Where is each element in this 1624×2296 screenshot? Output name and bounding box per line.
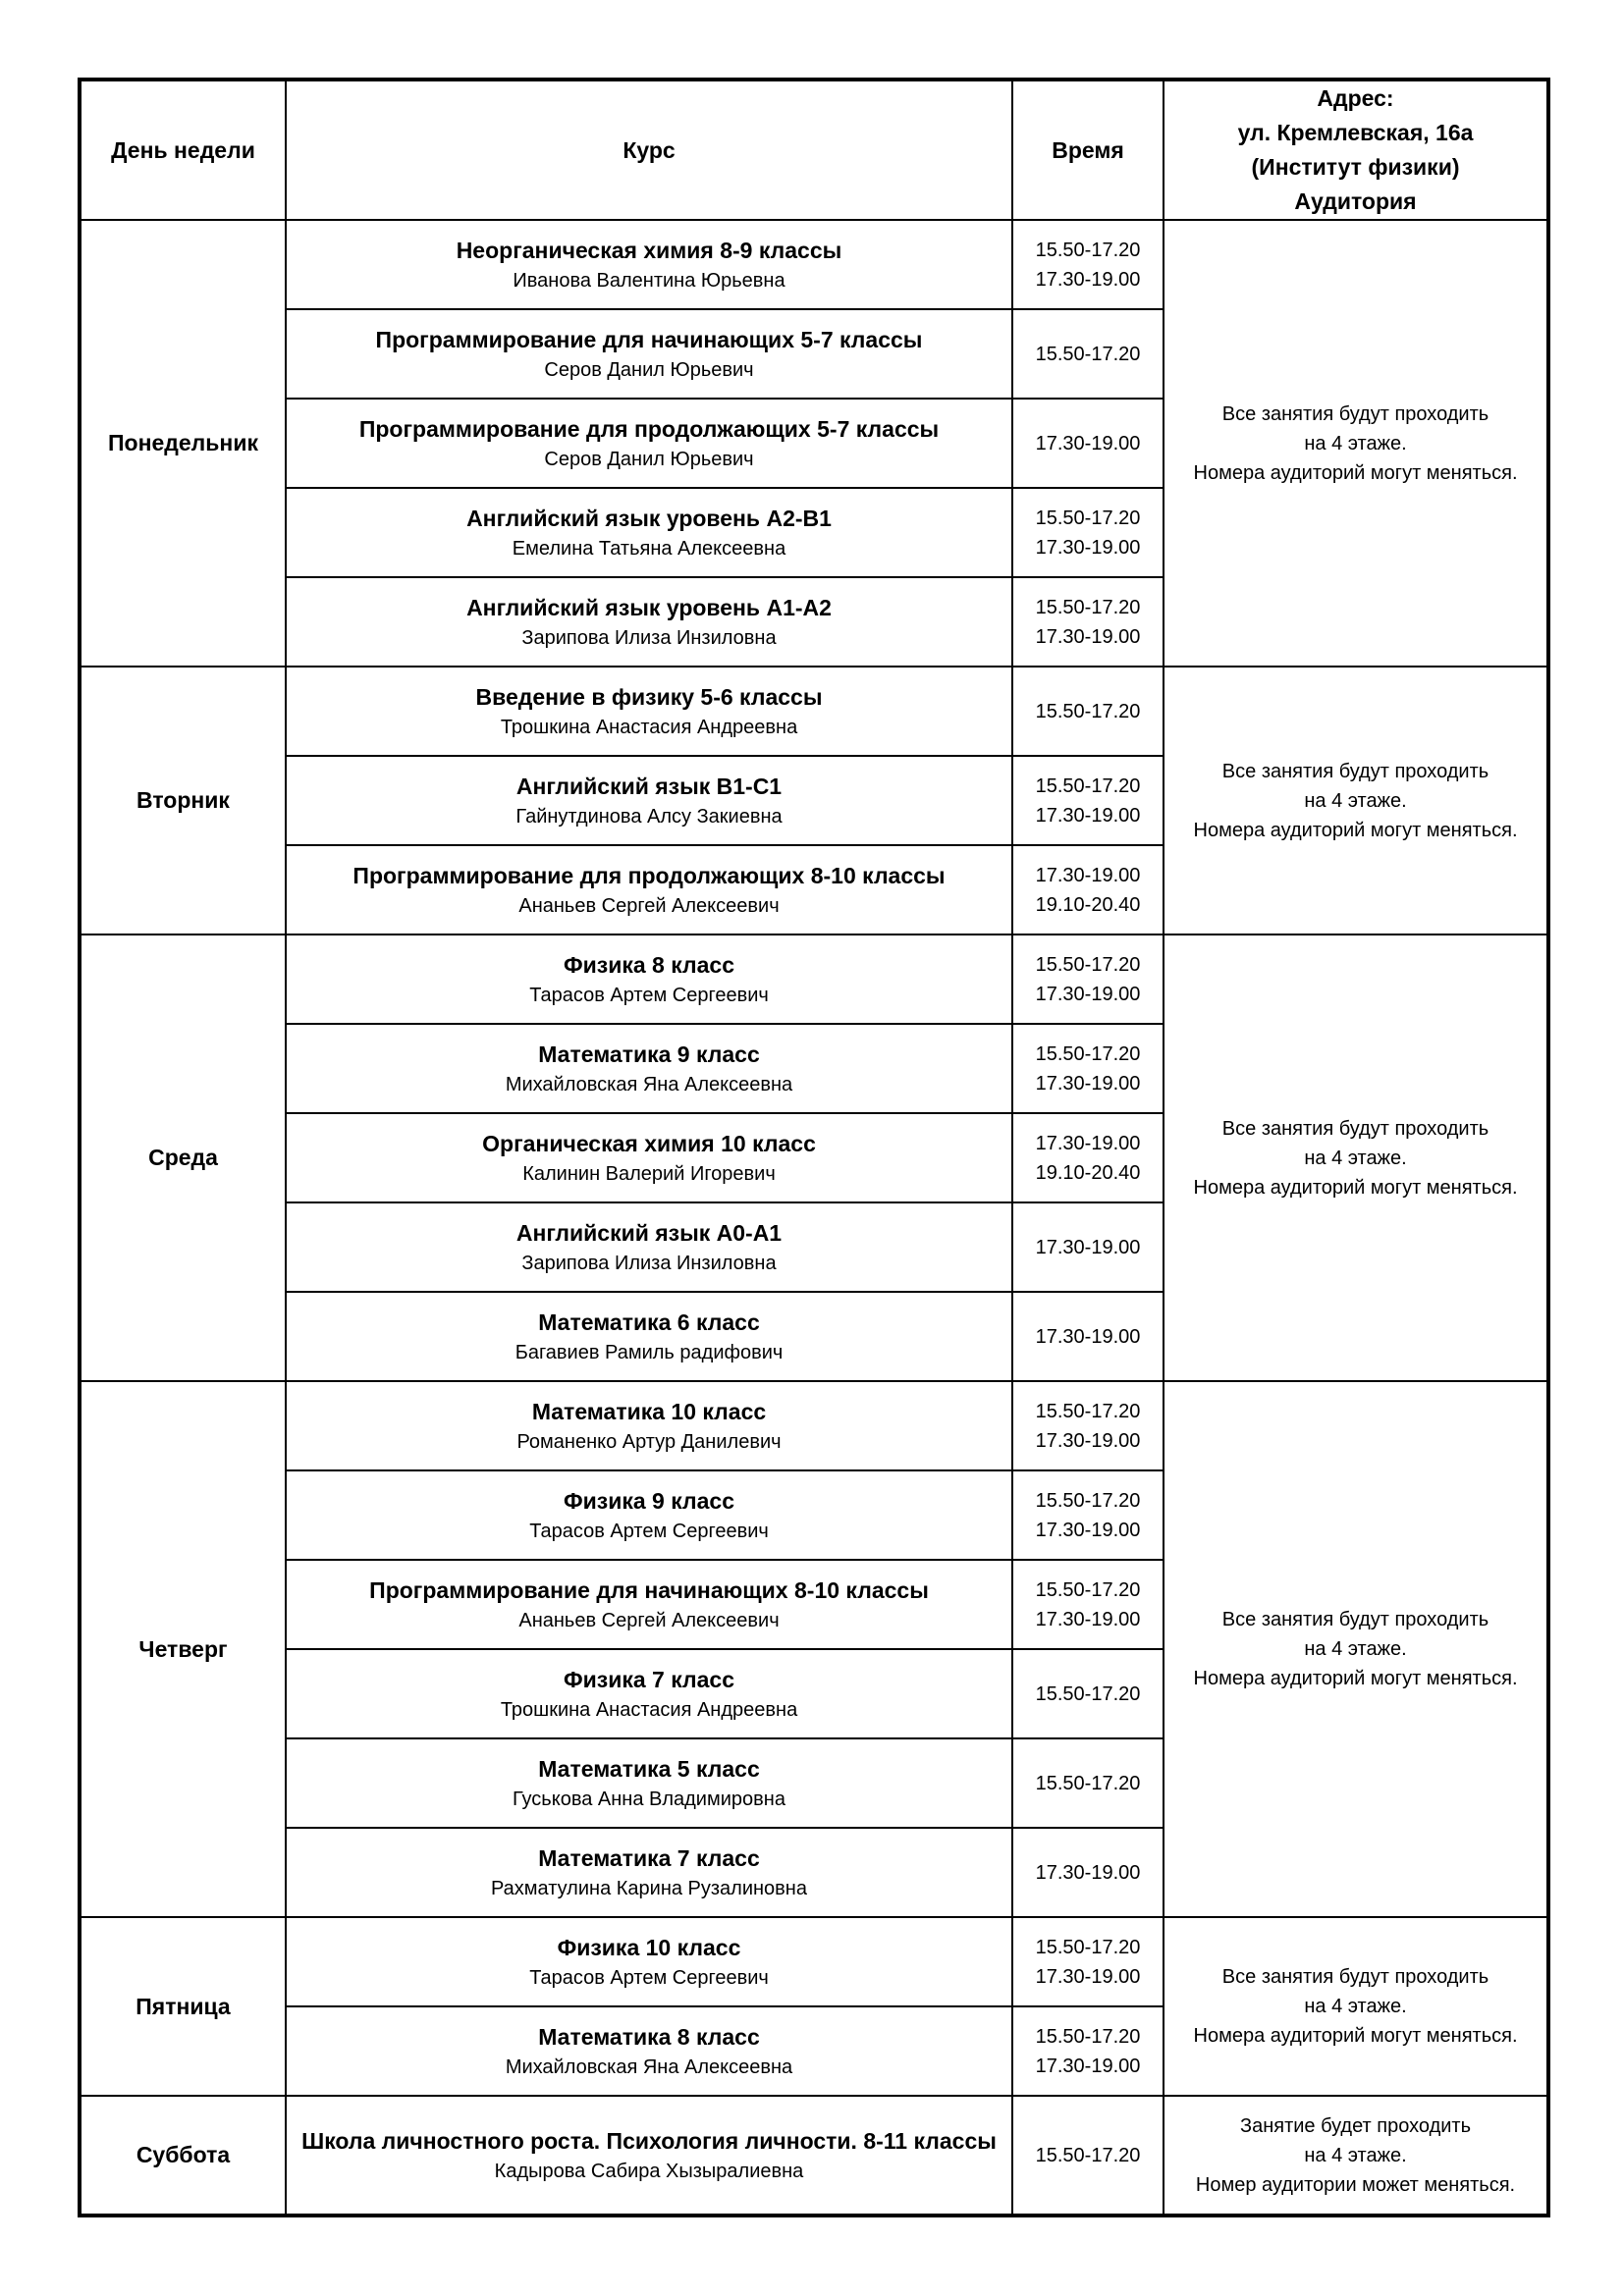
course-title: Английский язык уровень А1-А2 [466, 594, 832, 620]
course-teacher: Ананьев Сергей Алексеевич [518, 1609, 780, 1631]
course-cell [286, 1917, 1012, 2006]
time-cell [1012, 1738, 1164, 1828]
header-time: Время [1012, 80, 1164, 220]
course-row [80, 1917, 1548, 2006]
time-slot: 15.50-17.20 [1035, 1936, 1141, 1958]
course-title: Органическая химия 10 класс [482, 1130, 816, 1156]
course-title: Школа личностного роста. Психология личности. 8-11 классы [301, 2127, 997, 2154]
time-cell [1012, 1560, 1164, 1649]
time-slot: 17.30-19.00 [1035, 268, 1141, 291]
day-cell: Вторник [80, 667, 286, 934]
room-note-line: на 4 этаже. [1304, 1147, 1407, 1169]
header-course: Курс [286, 80, 1012, 220]
time-slot: 19.10-20.40 [1035, 893, 1141, 916]
course-cell [286, 399, 1012, 488]
course-cell [286, 1024, 1012, 1113]
time-slot: 17.30-19.00 [1035, 1608, 1141, 1630]
course-cell [286, 934, 1012, 1024]
day-cell: Среда [80, 934, 286, 1381]
time-slot: 15.50-17.20 [1035, 953, 1141, 976]
course-teacher: Тарасов Артем Сергеевич [529, 1966, 769, 1989]
course-cell [286, 667, 1012, 756]
course-cell [286, 1738, 1012, 1828]
time-slot: 17.30-19.00 [1035, 1429, 1141, 1452]
schedule-body [80, 220, 1548, 2216]
header-address-line: (Институт физики) [1251, 154, 1460, 180]
course-cell [286, 756, 1012, 845]
course-title: Программирование для продолжающих 5-7 классы [358, 415, 940, 442]
time-slot: 17.30-19.00 [1035, 983, 1141, 1005]
course-teacher: Тарасов Артем Сергеевич [529, 1520, 769, 1542]
course-teacher: Трошкина Анастасия Андреевна [500, 1698, 798, 1721]
course-teacher: Михайловская Яна Алексеевна [505, 2056, 793, 2078]
course-title: Английский язык уровень А2-В1 [466, 505, 832, 531]
course-title: Математика 10 класс [531, 1398, 767, 1424]
time-cell [1012, 2096, 1164, 2216]
header-address-line: ул. Кремлевская, 16а [1237, 120, 1474, 145]
schedule-table [78, 78, 1550, 2217]
header-day: День недели [80, 80, 286, 220]
time-slot: 15.50-17.20 [1035, 2144, 1141, 2166]
course-cell [286, 1470, 1012, 1560]
time-cell [1012, 2006, 1164, 2096]
course-title: Неорганическая химия 8-9 классы [456, 237, 842, 263]
course-title: Программирование для начинающих 5-7 классы [375, 326, 923, 352]
time-cell [1012, 1113, 1164, 1202]
day-cell: Четверг [80, 1381, 286, 1917]
course-cell [286, 309, 1012, 399]
time-slot: 15.50-17.20 [1035, 2025, 1141, 2048]
time-slot: 15.50-17.20 [1035, 774, 1141, 797]
day-cell: Суббота [80, 2096, 286, 2216]
course-cell [286, 488, 1012, 577]
time-slot: 19.10-20.40 [1035, 1161, 1141, 1184]
room-note [1164, 1381, 1548, 1917]
time-slot: 15.50-17.20 [1035, 343, 1141, 365]
course-cell [286, 2006, 1012, 2096]
course-teacher: Серов Данил Юрьевич [544, 448, 754, 470]
course-cell [286, 845, 1012, 934]
room-note-line: на 4 этаже. [1304, 1996, 1407, 2017]
time-cell [1012, 399, 1164, 488]
course-cell [286, 1292, 1012, 1381]
time-slot: 17.30-19.00 [1035, 1132, 1141, 1154]
time-cell [1012, 488, 1164, 577]
course-row [80, 934, 1548, 1024]
room-note [1164, 667, 1548, 934]
course-teacher: Трошкина Анастасия Андреевна [500, 716, 798, 738]
time-slot: 15.50-17.20 [1035, 507, 1141, 529]
course-cell [286, 1113, 1012, 1202]
course-row [80, 667, 1548, 756]
time-slot: 17.30-19.00 [1035, 1519, 1141, 1541]
course-teacher: Серов Данил Юрьевич [544, 358, 754, 381]
room-note-line: Номера аудиторий могут меняться. [1193, 1668, 1518, 1689]
course-title: Английский язык А0-А1 [515, 1219, 783, 1246]
time-cell [1012, 1917, 1164, 2006]
course-teacher: Кадырова Сабира Хызыралиевна [494, 2160, 804, 2182]
course-title: Математика 6 класс [538, 1308, 760, 1335]
room-note-line: Все занятия будут проходить [1221, 1117, 1489, 1140]
room-note-line: Номера аудиторий могут меняться. [1193, 819, 1518, 841]
course-cell [286, 220, 1012, 309]
course-teacher: Емелина Татьяна Алексеевна [512, 537, 786, 560]
time-slot: 15.50-17.20 [1035, 700, 1141, 722]
time-slot: 15.50-17.20 [1035, 1489, 1141, 1512]
time-slot: 17.30-19.00 [1035, 536, 1141, 559]
time-slot: 15.50-17.20 [1035, 1682, 1141, 1705]
course-teacher: Ананьев Сергей Алексеевич [518, 894, 780, 917]
room-note-line: Занятие будет проходить [1239, 2114, 1472, 2137]
course-title: Введение в физику 5-6 классы [475, 683, 823, 710]
time-slot: 15.50-17.20 [1035, 1578, 1141, 1601]
course-title: Программирование для продолжающих 8-10 классы [352, 862, 946, 888]
time-cell [1012, 756, 1164, 845]
time-slot: 15.50-17.20 [1035, 1772, 1141, 1794]
room-note-line: Все занятия будут проходить [1221, 760, 1489, 782]
time-slot: 15.50-17.20 [1035, 239, 1141, 261]
course-cell [286, 1381, 1012, 1470]
time-cell [1012, 1381, 1164, 1470]
course-teacher: Михайловская Яна Алексеевна [505, 1073, 793, 1095]
time-cell [1012, 845, 1164, 934]
room-note-line: Номера аудиторий могут меняться. [1193, 2025, 1518, 2047]
time-cell [1012, 1828, 1164, 1917]
course-title: Математика 5 класс [538, 1755, 760, 1782]
course-teacher: Тарасов Артем Сергеевич [529, 984, 769, 1006]
room-note-line: на 4 этаже. [1304, 432, 1407, 454]
header-address-line: Адрес: [1317, 85, 1394, 111]
course-cell [286, 1828, 1012, 1917]
course-title: Математика 7 класс [538, 1844, 760, 1871]
course-title: Физика 9 класс [564, 1487, 734, 1514]
time-cell [1012, 1470, 1164, 1560]
course-title: Физика 10 класс [557, 1934, 741, 1960]
time-slot: 17.30-19.00 [1035, 1325, 1141, 1348]
time-slot: 17.30-19.00 [1035, 1861, 1141, 1884]
header-address [1164, 80, 1548, 220]
course-teacher: Калинин Валерий Игоревич [522, 1162, 776, 1185]
time-cell [1012, 1292, 1164, 1381]
time-cell [1012, 577, 1164, 667]
time-slot: 17.30-19.00 [1035, 2055, 1141, 2077]
course-teacher: Иванова Валентина Юрьевна [513, 269, 785, 292]
course-teacher: Романенко Артур Данилевич [516, 1430, 782, 1453]
time-cell [1012, 220, 1164, 309]
course-cell [286, 2096, 1012, 2216]
room-note-line: Все занятия будут проходить [1221, 1966, 1489, 1988]
course-title: Физика 8 класс [564, 951, 734, 978]
course-title: Английский язык В1-С1 [515, 773, 783, 799]
time-cell [1012, 1202, 1164, 1292]
room-note-line: Номера аудиторий могут меняться. [1193, 461, 1518, 484]
course-teacher: Гайнутдинова Алсу Закиевна [515, 805, 783, 828]
room-note-line: Все занятия будут проходить [1221, 1609, 1489, 1630]
course-teacher: Зарипова Илиза Инзиловна [521, 1252, 777, 1274]
header-address-line: Аудитория [1294, 188, 1417, 214]
course-row [80, 220, 1548, 309]
time-slot: 17.30-19.00 [1035, 1236, 1141, 1258]
time-slot: 15.50-17.20 [1035, 1042, 1141, 1065]
course-cell [286, 1649, 1012, 1738]
course-row [80, 2096, 1548, 2216]
room-note [1164, 1917, 1548, 2096]
course-cell [286, 1560, 1012, 1649]
room-note-line: Номер аудитории может меняться. [1195, 2173, 1516, 2196]
time-cell [1012, 1024, 1164, 1113]
room-note [1164, 2096, 1548, 2216]
course-teacher: Гуськова Анна Владимировна [513, 1788, 785, 1810]
time-slot: 17.30-19.00 [1035, 432, 1141, 454]
course-teacher: Багавиев Рамиль радифович [514, 1341, 784, 1363]
course-cell [286, 1202, 1012, 1292]
room-note-line: Все занятия будут проходить [1221, 402, 1489, 425]
course-title: Физика 7 класс [564, 1666, 734, 1692]
time-slot: 17.30-19.00 [1035, 864, 1141, 886]
day-cell: Пятница [80, 1917, 286, 2096]
header-row [80, 80, 1548, 220]
time-slot: 17.30-19.00 [1035, 1072, 1141, 1095]
time-cell [1012, 1649, 1164, 1738]
room-note [1164, 934, 1548, 1381]
course-row [80, 1381, 1548, 1470]
room-note-line: на 4 этаже. [1304, 789, 1407, 812]
course-teacher: Рахматулина Карина Рузалиновна [491, 1877, 807, 1899]
course-teacher: Зарипова Илиза Инзиловна [521, 626, 777, 649]
time-cell [1012, 309, 1164, 399]
course-title: Программирование для начинающих 8-10 классы [369, 1576, 929, 1603]
course-cell [286, 577, 1012, 667]
course-title: Математика 8 класс [538, 2023, 760, 2050]
course-title: Математика 9 класс [538, 1041, 760, 1067]
room-note-line: на 4 этаже. [1304, 1638, 1407, 1660]
room-note [1164, 220, 1548, 667]
time-slot: 15.50-17.20 [1035, 596, 1141, 618]
time-slot: 17.30-19.00 [1035, 804, 1141, 827]
time-slot: 17.30-19.00 [1035, 1965, 1141, 1988]
time-slot: 17.30-19.00 [1035, 625, 1141, 648]
room-note-line: Номера аудиторий могут меняться. [1193, 1176, 1518, 1199]
time-slot: 15.50-17.20 [1035, 1400, 1141, 1422]
time-cell [1012, 667, 1164, 756]
time-cell [1012, 934, 1164, 1024]
room-note-line: на 4 этаже. [1304, 2144, 1407, 2166]
day-cell: Понедельник [80, 220, 286, 667]
